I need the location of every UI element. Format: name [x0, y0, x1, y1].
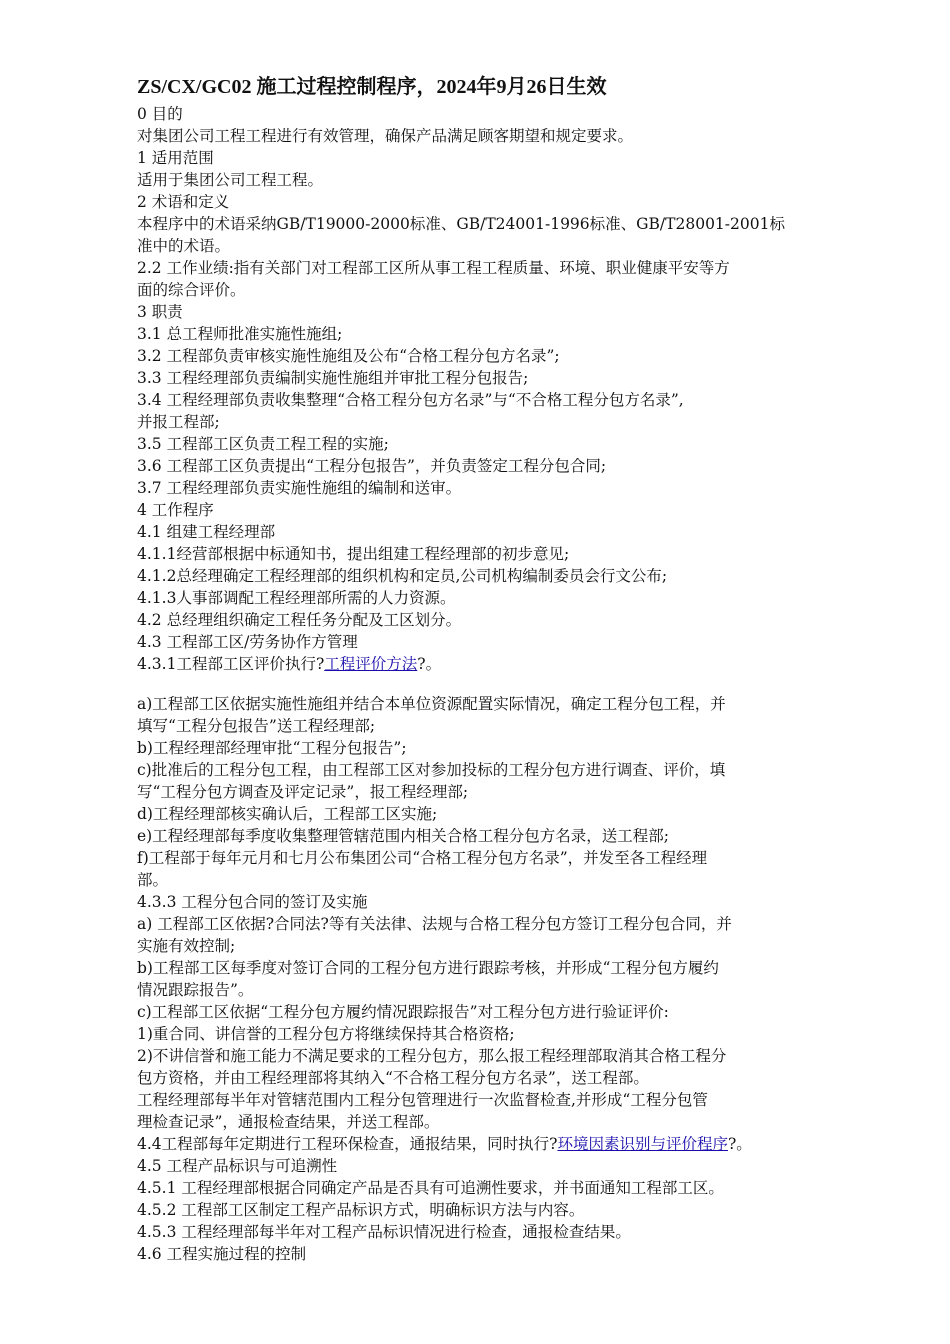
line-text: 4.3 工程部工区/劳务协作方管理: [137, 633, 358, 651]
line-text: 3.3 工程经理部负责编制实施性施组并审批工程分包报告;: [137, 369, 529, 387]
document-line: [137, 1090, 897, 1111]
line-text: a)工程部工区依据实施性施组并结合本单位资源配置实际情况，确定工程分包工程，并: [137, 695, 726, 713]
document-line: [137, 324, 897, 345]
document-line: [137, 544, 897, 565]
document-line: [137, 280, 897, 301]
line-text: 情况跟踪报告”。: [137, 981, 254, 999]
document-line: [137, 1222, 897, 1243]
document-line: [137, 1002, 897, 1023]
document-line: [137, 478, 897, 499]
document-line: [137, 804, 897, 825]
document-line: [137, 914, 897, 935]
document-line: [137, 958, 897, 979]
document-line: [137, 1068, 897, 1089]
document-line: [137, 170, 897, 191]
line-suffix: ?。: [417, 655, 442, 673]
line-text: 4.5.2 工程部工区制定工程产品标识方式，明确标识方法与内容。: [137, 1201, 585, 1219]
document-line: [137, 694, 897, 715]
line-suffix: ?。: [727, 1135, 752, 1153]
document-line: [137, 1244, 897, 1265]
line-text: 3 职责: [137, 303, 183, 321]
document-line: [137, 848, 897, 869]
line-text: 2 术语和定义: [137, 193, 230, 211]
document-line: [137, 346, 897, 367]
line-text: 4.1.2总经理确定工程经理部的组织机构和定员,公司机构编制委员会行文公布;: [137, 567, 668, 585]
line-text: 4.5.1 工程经理部根据合同确定产品是否具有可追溯性要求，并书面通知工程部工区。: [137, 1179, 724, 1197]
line-text: 4.5.3 工程经理部每半年对工程产品标识情况进行检查，通报检查结果。: [137, 1223, 631, 1241]
document-line: [137, 368, 897, 389]
line-text: 1)重合同、讲信誉的工程分包方将继续保持其合格资格;: [137, 1025, 515, 1043]
line-text: 实施有效控制;: [137, 937, 236, 955]
line-text: 4.2 总经理组织确定工程任务分配及工区划分。: [137, 611, 462, 629]
document-line: [137, 892, 897, 913]
line-text: 包方资格，并由工程经理部将其纳入“不合格工程分包方名录”，送工程部。: [137, 1069, 649, 1087]
line-text: e)工程经理部每季度收集整理管辖范围内相关合格工程分包方名录，送工程部;: [137, 827, 669, 845]
line-text: 1 适用范围: [137, 149, 214, 167]
line-text: 4.1.3人事部调配工程经理部所需的人力资源。: [137, 589, 456, 607]
line-text: 4.1 组建工程经理部: [137, 523, 276, 541]
line-text: 4.1.1经营部根据中标通知书，提出组建工程经理部的初步意见;: [137, 545, 570, 563]
line-text: a) 工程部工区依据?合同法?等有关法律、法规与合格工程分包方签订工程分包合同，并: [137, 915, 732, 933]
line-text: 2.2 工作业绩:指有关部门对工程部工区所从事工程工程质量、环境、职业健康平安等方: [137, 259, 730, 277]
line-text: c)批准后的工程分包工程，由工程部工区对参加投标的工程分包方进行调查、评价，填: [137, 761, 726, 779]
line-text: 0 目的: [137, 105, 183, 123]
line-text: 4.4工程部每年定期进行工程环保检查，通报结果，同时执行?: [137, 1135, 558, 1153]
document-line: [137, 390, 897, 411]
document-line: [137, 566, 897, 587]
document-line: [137, 826, 897, 847]
line-text: 面的综合评价。: [137, 281, 246, 299]
line-text: 准中的术语。: [137, 237, 231, 255]
document-title: ZS/CX/GC02 施工过程控制程序，2024年9月26日生效: [137, 76, 607, 98]
document-line: [137, 1178, 897, 1199]
document-line: [137, 632, 897, 653]
document-line: [137, 214, 897, 235]
document-line: [137, 782, 897, 803]
document-line: [137, 148, 897, 169]
line-text: 写“工程分包方调查及评定记录”，报工程经理部;: [137, 783, 469, 801]
document-line: [137, 870, 897, 891]
document-link[interactable]: 环境因素识别与评价程序: [557, 1135, 728, 1153]
document-line: [137, 1134, 897, 1155]
document-line: [137, 258, 897, 279]
line-text: 3.2 工程部负责审核实施性施组及公布“合格工程分包方名录”;: [137, 347, 560, 365]
document-line: [137, 1200, 897, 1221]
line-text: 3.6 工程部工区负责提出“工程分包报告”，并负责签定工程分包合同;: [137, 457, 607, 475]
document-line: [137, 1046, 897, 1067]
document-line: [137, 104, 897, 125]
line-text: b)工程部工区每季度对签订合同的工程分包方进行跟踪考核，并形成“工程分包方履约: [137, 959, 719, 977]
document-line: [137, 980, 897, 1001]
document-line: [137, 412, 897, 433]
line-text: 4.5 工程产品标识与可追溯性: [137, 1157, 338, 1175]
line-text: 对集团公司工程工程进行有效管理，确保产品满足顾客期望和规定要求。: [137, 127, 634, 145]
document-line: [137, 1156, 897, 1177]
line-text: 部。: [137, 871, 169, 889]
document-line: [137, 500, 897, 521]
line-text: d)工程经理部核实确认后，工程部工区实施;: [137, 805, 438, 823]
document-line: [137, 126, 897, 147]
line-text: 4.3.1工程部工区评价执行?: [137, 655, 325, 673]
line-text: 2)不讲信誉和施工能力不满足要求的工程分包方，那么报工程经理部取消其合格工程分: [137, 1047, 727, 1065]
line-text: c)工程部工区依据“工程分包方履约情况跟踪报告”对工程分包方进行验证评价:: [137, 1003, 669, 1021]
line-text: 理检查记录”，通报检查结果，并送工程部。: [137, 1113, 440, 1131]
line-text: 填写“工程分包报告”送工程经理部;: [137, 717, 376, 735]
line-text: 3.7 工程经理部负责实施性施组的编制和送审。: [137, 479, 462, 497]
line-text: 并报工程部;: [137, 413, 220, 431]
line-text: 4.3.3 工程分包合同的签订及实施: [137, 893, 368, 911]
document-line: [137, 1112, 897, 1133]
document-line: [137, 302, 897, 323]
line-text: 3.1 总工程师批准实施性施组;: [137, 325, 343, 343]
line-text: 4 工作程序: [137, 501, 214, 519]
line-text: 4.6 工程实施过程的控制: [137, 1245, 307, 1263]
document-line: [137, 654, 897, 675]
document-line: [137, 716, 897, 737]
document-line: [137, 456, 897, 477]
document-line: [137, 192, 897, 213]
document-line: [137, 434, 897, 455]
document-line: [137, 610, 897, 631]
document-line: [137, 1024, 897, 1045]
line-text: 工程经理部每半年对管辖范围内工程分包管理进行一次监督检查,并形成“工程分包管: [137, 1091, 708, 1109]
line-text: b)工程经理部经理审批“工程分包报告”;: [137, 739, 407, 757]
document-line: [137, 236, 897, 257]
line-text: 本程序中的术语采纳GB/T19000-2000标准、GB/T24001-1996标准、GB/T28001-2001标: [137, 215, 785, 233]
document-line: [137, 522, 897, 543]
line-text: 适用于集团公司工程工程。: [137, 171, 324, 189]
document-line: [137, 738, 897, 759]
line-text: 3.5 工程部工区负责工程工程的实施;: [137, 435, 389, 453]
line-text: 3.4 工程经理部负责收集整理“合格工程分包方名录”与“不合格工程分包方名录”,: [137, 391, 684, 409]
document-line: [137, 588, 897, 609]
document-line: [137, 936, 897, 957]
document-link[interactable]: 工程评价方法: [324, 655, 418, 673]
line-text: f)工程部于每年元月和七月公布集团公司“合格工程分包方名录”，并发至各工程经理: [137, 849, 708, 867]
document-line: [137, 760, 897, 781]
